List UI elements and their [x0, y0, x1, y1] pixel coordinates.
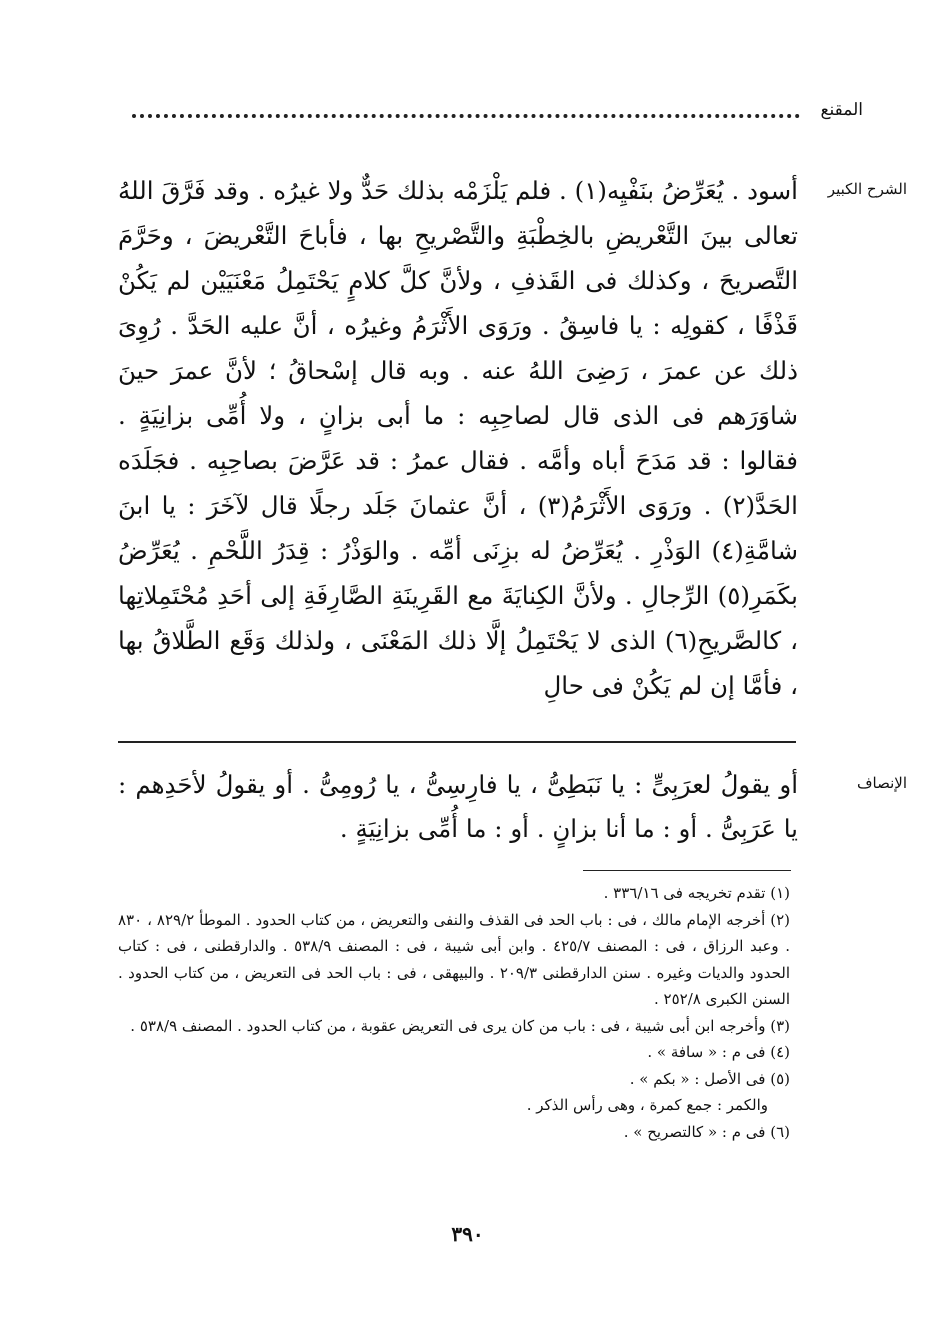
- footnote: (٢) أخرجه الإمام مالك ، فى : باب الحد فى القذف والنفى والتعريض ، من كتاب الحدود . الموطأ ٨٢٩/٢ ، ٨٣٠ . وعبد الرزاق ، فى : المصنف ٤٢٥/٧ . وابن أبى شيبة ، فى : المصنف ٥٣٨/٩ . والدارقطنى ، فى : كتاب الحدود والديات وغيره . سنن الدارقطنى ٢٠٩/٣ . والبيهقى ، فى : باب الحد فى التعريض ، من كتاب الحدود . السنن الكبرى ٢٥٢/٨ .: [118, 910, 791, 1008]
- insaf-section-label: الإنصاف: [856, 774, 907, 792]
- book-title-header: المقنع: [820, 100, 863, 120]
- section-separator: [118, 741, 796, 743]
- sharh-section-label: الشرح الكبير: [827, 180, 907, 198]
- page-number: ٣٩٠: [451, 1222, 484, 1246]
- footnote: والكمر : جمع كمرة ، وهى رأس الذكر .: [526, 1096, 768, 1114]
- footnote: (٣) وأخرجه ابن أبى شيبة ، فى : باب من كان يرى فى التعريض عقوبة ، من كتاب الحدود . المصنف ٥٣٨/٩ .: [130, 1016, 790, 1035]
- footnote: (٤) فى م : « سافة » .: [647, 1043, 790, 1061]
- header-dotted-rule: [132, 104, 800, 118]
- main-paragraph: أسود . يُعَرِّضُ بنَفْيِه(١) . فلم يَلْزَمْه بذلك حَدٌّ ولا غيرُه . وقد فَرَّقَ اللهُ تعالى بينَ التَّعْريضِ بالخِطْبَةِ والتَّصْريحِ بها ، فأباحَ التَّعْريضَ ، وحَرَّمَ التَّصريحَ ، وكذلك فى القَذفِ ، ولأنَّ كلَّ كلامٍ يَحْتَمِلُ مَعْنَيَيْن لم يَكُنْ قَذْفًا ، كقولِه : يا فاسِقُ . ورَوَى الأَثْرَمُ وغيرُه ، أنَّ عليه الحَدَّ . رُوِىَ ذلك عن عمرَ ، رَضِىَ اللهُ عنه . وبه قال إسْحاقُ ؛ لأنَّ عمرَ حينَ شاوَرَهم فى الذى قال لصاحِبِه : ما أبى بزانٍ ، ولا أُمِّى بزانِيَةٍ . فقالوا : قد مَدَحَ أباه وأمَّه . فقال عمرُ : قد عَرَّضَ بصاحِبِه . فجَلَدَه الحَدَّ(٢) . ورَوَى الأَثْرَمُ(٣) ، أنَّ عثمانَ جَلَد رجلًا قال لآخَرَ : يا ابنَ شامَّةِ(٤) الوَذْرِ . يُعَرِّضُ له بزِنَى أمِّه . والوَذْرُ : قِدَرُ اللَّحْمِ . يُعَرِّضُ بكَمَرِ(٥) الرِّجالِ . ولأنَّ الكِنايَةَ مع القَرِينَةِ الصَّارِفَةِ إلى أحَدِ مُحْتَمِلاتِها ، كالصَّريحِ(٦) الذى لا يَحْتَمِلُ إلَّا ذلك المَعْنَى ، ولذلك وَقَع الطَّلاقُ بها ، فأمَّا إن لم يَكُنْ فى حالِ: [118, 176, 798, 700]
- footnote: (٥) فى الأصل : « بكم » .: [629, 1069, 790, 1088]
- footnote: (١) تقدم تخريجه فى ٣٣٦/١٦ .: [603, 884, 790, 902]
- insaf-text: [118, 763, 798, 851]
- footnote: (٦) فى م : « كالتصريح » .: [623, 1122, 790, 1141]
- footnote-separator: [583, 870, 791, 871]
- insaf-paragraph: أو يقولُ لعرَبِىٍّ : يا نَبَطِىُّ ، يا فارِسِىُّ ، يا رُومِىُّ . أو يقولُ لأحَدِهم : يا عَرَبِىُّ . أو : ما أنا بزانٍ . أو : ما أُمِّى بزانِيَةٍ .: [118, 770, 798, 843]
- footnotes-block: [118, 880, 790, 1145]
- main-commentary-text: [118, 168, 798, 708]
